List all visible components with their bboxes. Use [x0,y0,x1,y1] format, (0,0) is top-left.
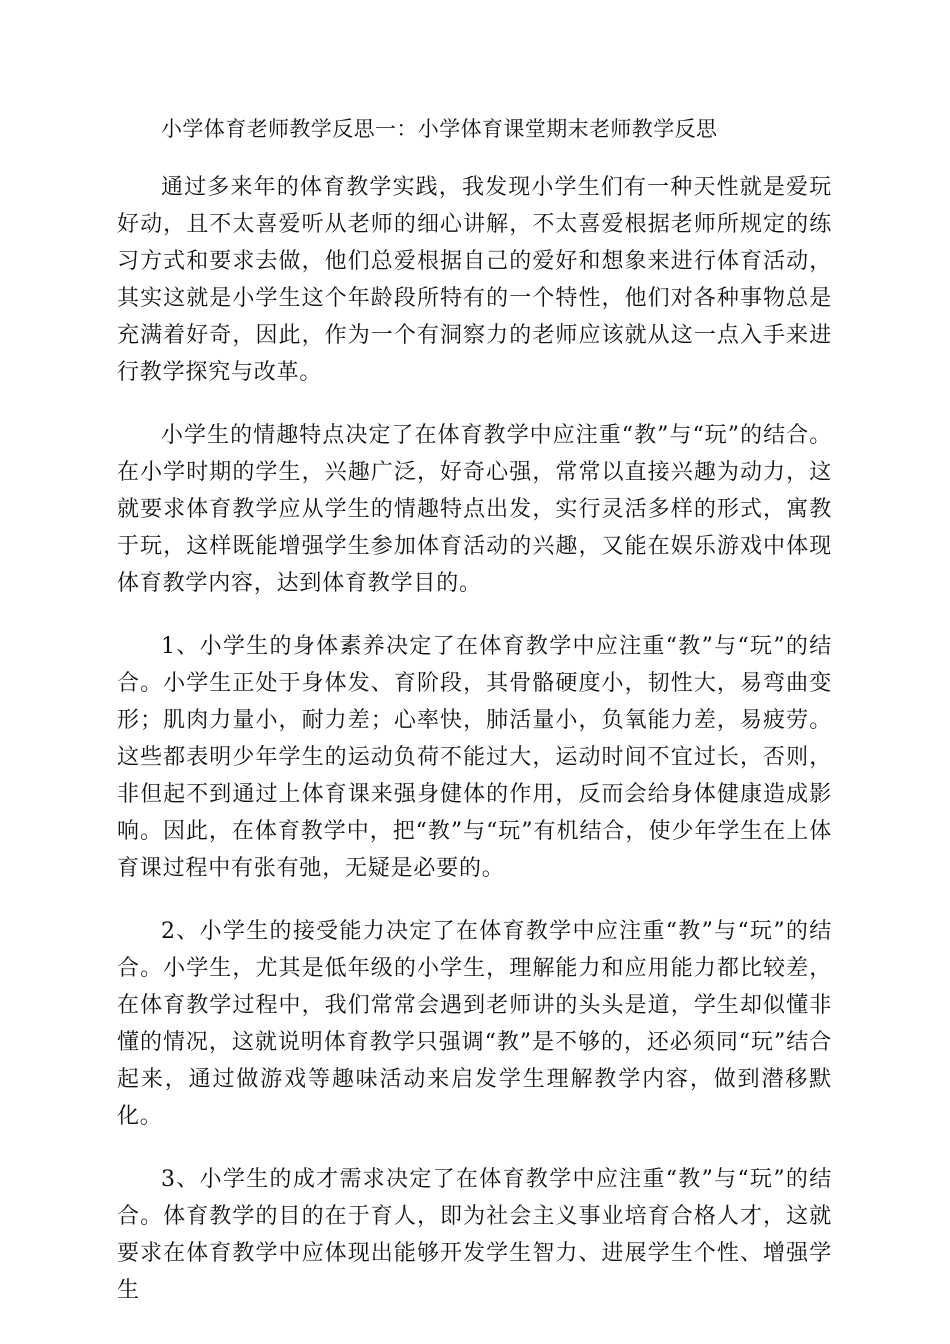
paragraph-point-2: 2、小学生的接受能力决定了在体育教学中应注重“教”与“玩”的结合。小学生，尤其是低年级的小学生，理解能力和应用能力都比较差，在体育教学过程中，我们常常会遇到老师讲的头头是道，学生却似懂非懂的情况，这就说明体育教学只强调“教”是不够的，还必须同“玩”结合起来，通过做游戏等趣味活动来启发学生理解教学内容，做到潜移默化。 [117,919,832,1129]
paragraph-point-1: 1、小学生的身体素养决定了在体育教学中应注重“教”与“玩”的结合。小学生正处于身体发、育阶段，其骨骼硬度小，韧性大，易弯曲变形；肌肉力量小，耐力差；心率快，肺活量小，负氧能力差，易疲劳。这些都表明少年学生的运动负荷不能过大，运动时间不宜过长，否则，非但起不到通过上体育课来强身健体的作用，反而会给身体健康造成影响。因此，在体育教学中，把“教”与“玩”有机结合，使少年学生在上体育课过程中有张有弛，无疑是必要的。 [117,634,832,881]
document-title: 小学体育老师教学反思一：小学体育课堂期末老师教学反思 [161,117,718,141]
paragraph-point-3: 3、小学生的成才需求决定了在体育教学中应注重“教”与“玩”的结合。体育教学的目的在于育人，即为社会主义事业培育合格人才，这就要求在体育教学中应体现出能够开发学生智力、进展学生个性、增强学生 [117,1167,832,1303]
document-body [117,111,832,1309]
paragraph-intro: 通过多来年的体育教学实践，我发现小学生们有一种天性就是爱玩好动，且不太喜爱听从老师的细心讲解，不太喜爱根据老师所规定的练习方式和要求去做，他们总爱根据自己的爱好和想象来进行体育活动，其实这就是小学生这个年龄段所特有的一个特性，他们对各种事物总是充满着好奇，因此，作为一个有洞察力的老师应该就从这一点入手来进行教学探究与改革。 [117,175,832,385]
paragraph-interest: 小学生的情趣特点决定了在体育教学中应注重“教”与“玩”的结合。在小学时期的学生，兴趣广泛，好奇心强，常常以直接兴趣为动力，这就要求体育教学应从学生的情趣特点出发，实行灵活多样的形式，寓教于玩，这样既能增强学生参加体育活动的兴趣，又能在娱乐游戏中体现体育教学内容，达到体育教学目的。 [117,423,832,596]
